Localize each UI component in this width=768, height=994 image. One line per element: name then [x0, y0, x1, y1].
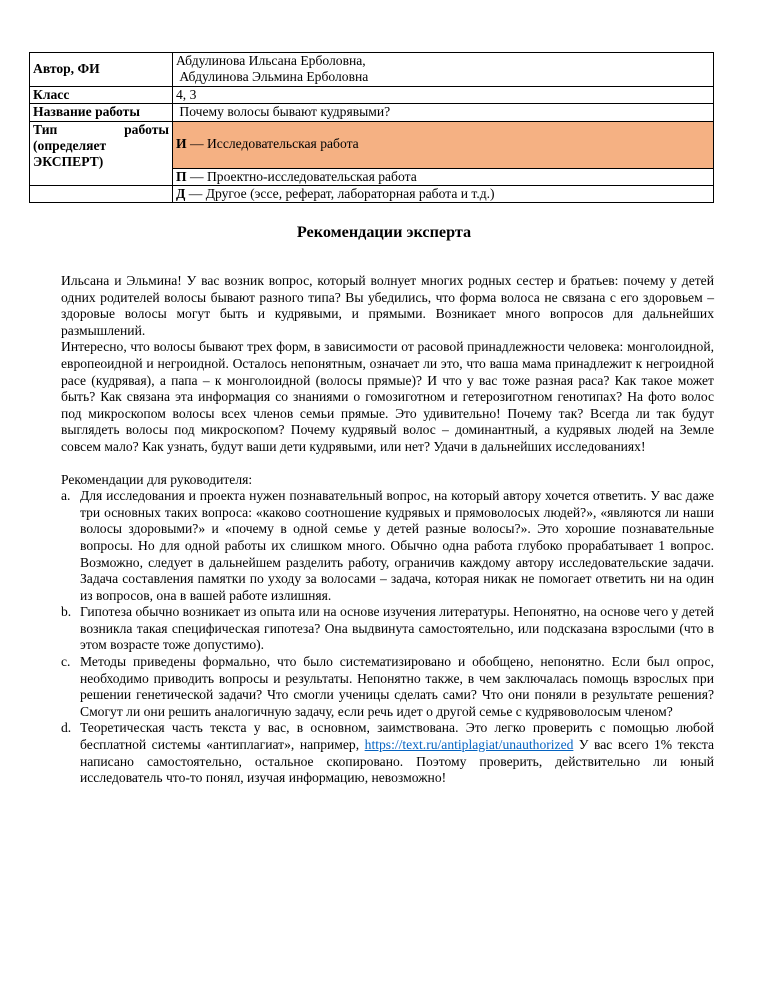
- list-item-text-after-link: У вас всего 1% текста написано самостоятельно, остальное скопировано. Поэтому проверить, действительно ли юный исследователь что-то понял, изучая информацию, невозможно!: [80, 737, 714, 786]
- list-item: [61, 720, 714, 786]
- type-row-research: [30, 121, 714, 168]
- list-marker: d.: [61, 720, 72, 736]
- type-option-letter: И: [176, 136, 187, 152]
- page-title: Рекомендации эксперта: [296, 223, 472, 241]
- author-row: [30, 53, 714, 87]
- type-label-line-1: Тип работы: [33, 121, 169, 137]
- list-item: [61, 488, 714, 604]
- list-item-text: Для исследования и проекта нужен познавательный вопрос, на который автору хочется ответить. У вас даже три основных таких вопроса: «каково соотношение кудрявых и прямоволосых людей?», «являются ли наши волосы здоровыми?» и «почему в одной семье у детей разные волосы?». Это хорошие познавательные вопросы. Но для одной работы их слишком много. Обычно одна работа глубоко прорабатывает 1 вопрос. Возможно, следует в дальнейшем разделить работу, ограничив каждому автору исследовательские задачи. Задача составления памятки по уходу за волосами – задача, которая никак не помогает ответить ни на один из вопросов, она в вашей работе излишняя.: [80, 488, 714, 603]
- list-item-text: Методы приведены формально, что было систематизировано и обобщено, непонятно. Если был опрос, необходимо приводить вопросы и результаты. Непонятно также, в чем заключалась помощь взрослых при решении генетической задачи? Что смогли ученицы сделать сами? Что они поняли в результате решения? Смогут ли они решить аналогичную задачу, если речь идет о другой семье с кудрявоволосым членом?: [80, 654, 714, 719]
- type-option-text: — Исследовательская работа: [186, 136, 359, 152]
- work-info-table: [29, 52, 714, 203]
- type-option-text: — Другое (эссе, реферат, лабораторная работа и т.д.): [185, 186, 495, 202]
- supervisor-recommendations-list: [61, 488, 714, 787]
- list-marker: b.: [61, 604, 72, 620]
- author-value: [173, 53, 714, 87]
- type-option-research: [173, 121, 714, 168]
- class-row: [30, 86, 714, 103]
- author-line-2: Абдулинова Эльмина Ерболовна: [176, 69, 369, 85]
- list-marker: a.: [61, 488, 71, 504]
- title-value: Почему волосы бывают кудрявыми?: [173, 104, 714, 121]
- student-paragraph-2: Интересно, что волосы бывают трех форм, в зависимости от расовой принадлежности человека: монголоидной, европеоидной и негроидной. Осталось непонятным, означает ли это, что ваша мама принадлежит к негроидной расе (кудрявая), а папа – к монголоидной (волосы прямые)? И что у вас тоже разная раса? Как такое может быть? Как связана эта информация со знаниями о гомозиготном и гетерозиготном генотипах? На фото волос под микроскопом волосы всех членов семьи прямые. Это удивительно! Почему так? Всегда ли так будут выглядеть волосы под микроскопом? Почему кудрявый волос – доминантный, а кудрявых людей на Земле совсем мало? Как узнать, будут ваши дети кудрявыми, или нет? Удачи в дальнейших исследованиях!: [61, 339, 714, 454]
- empty-cell: [30, 186, 173, 203]
- type-option-other: [173, 186, 714, 203]
- list-marker: c.: [61, 654, 71, 670]
- type-label-line-3: ЭКСПЕРТ): [33, 154, 104, 170]
- author-line-1: Абдулинова Ильсана Ерболовна,: [176, 53, 366, 68]
- antiplagiat-link[interactable]: https://text.ru/antiplagiat/unauthorized: [364, 737, 574, 753]
- author-label: Автор, ФИ: [30, 53, 173, 87]
- type-row-other: [30, 186, 714, 203]
- type-option-project: [173, 168, 714, 185]
- list-item-text: Гипотеза обычно возникает из опыта или на основе изучения литературы. Непонятно, на основе чего у детей возникла такая специфическая гипотеза? Она выдвинута самостоятельно, или подсказана взрослыми (что в этом возрасте тоже допустимо).: [80, 604, 714, 653]
- type-label-line-2: (определяет: [33, 138, 107, 154]
- type-label: [30, 121, 173, 185]
- recommendations-body: [61, 273, 714, 787]
- spacer: [61, 456, 714, 472]
- type-option-letter: П: [176, 168, 187, 184]
- type-option-text: — Проектно-исследовательская работа: [186, 168, 417, 184]
- list-item: [61, 604, 714, 654]
- class-label: Класс: [30, 86, 173, 103]
- title-label: Название работы: [30, 104, 173, 121]
- list-item: [61, 654, 714, 720]
- supervisor-heading: Рекомендации для руководителя:: [61, 471, 253, 487]
- class-value: 4, 3: [173, 86, 714, 103]
- list-item-text-before-link: Теоретическая часть текста у вас, в основном, заимствована. Это легко проверить с помощью любой бесплатной системы «антиплагиат», например,: [80, 720, 714, 753]
- student-paragraph-1: Ильсана и Эльмина! У вас возник вопрос, который волнует многих родных сестер и братьев: почему у детей одних родителей волосы бывают разного типа? Вы убедились, что форма волоса не связана с его здоровьем – здоровые волосы могут быть и кудрявыми, и прямыми. Возникает много вопросов для дальнейших размышлений.: [61, 273, 714, 338]
- title-row: [30, 104, 714, 121]
- type-option-letter: Д: [176, 186, 186, 202]
